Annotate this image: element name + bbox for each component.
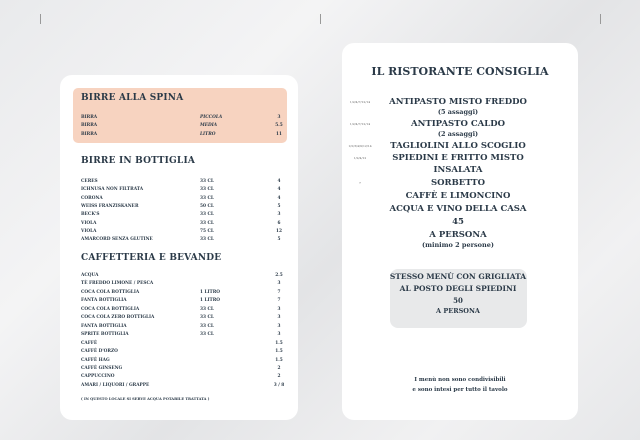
menu-row: [81, 341, 281, 349]
item-name: SPRITE BOTTIGLIA: [81, 332, 129, 338]
item-price: 3: [277, 115, 281, 120]
item-price: 4: [277, 187, 281, 193]
item-name: COCA COLA ZERO BOTTIGLIA: [81, 315, 155, 321]
menu-row: [81, 332, 281, 340]
drinks-menu-page: [60, 75, 298, 420]
menu-row: [81, 196, 281, 204]
item-price: 1.5: [275, 340, 283, 346]
item-size: LITRO: [200, 131, 216, 137]
item-size: 33 CL: [200, 187, 214, 193]
item-size: PICCOLA: [200, 115, 223, 120]
menu-course: ANTIPASTO CALDO: [411, 119, 505, 129]
menu-row: [81, 290, 281, 298]
crop-mark: [320, 14, 321, 24]
menu-row: [81, 382, 285, 391]
menu-row: [81, 237, 281, 245]
menu-row: [81, 204, 281, 212]
item-size: 33 CL: [200, 212, 214, 218]
menu-row: [81, 179, 281, 187]
menu-course: CAFFÈ E LIMONCINO: [405, 191, 511, 201]
menu-row: [81, 132, 281, 140]
item-name: FANTA BOTTIGLIA: [81, 323, 127, 329]
item-price: 7: [277, 298, 281, 304]
section-title-bottled-beer: BIRRE IN BOTTIGLIA: [81, 156, 196, 166]
item-name: TÈ FREDDO LIMONE / PESCA: [81, 281, 154, 287]
water-note: ( IN QUESTO LOCALE SI SERVE ACQUA POTABILE TRATTATA ): [81, 397, 210, 401]
menu-course: TAGLIOLINI ALLO SCOGLIO: [390, 141, 526, 151]
alt-line: STESSO MENÙ CON GRIGLIATA: [389, 272, 527, 281]
item-price: 3: [277, 323, 281, 329]
item-price: 2: [277, 365, 281, 371]
section-title-cafe-drinks: CAFFETTERIA E BEVANDE: [81, 253, 222, 263]
item-name: CERES: [81, 179, 98, 184]
item-price: 7: [277, 289, 281, 295]
item-name: WEISS FRANZISKANER: [81, 203, 139, 209]
menu-course: ACQUA E VINO DELLA CASA: [389, 204, 527, 214]
item-price: 4: [277, 195, 281, 201]
item-price: 3: [277, 315, 281, 321]
menu-course: SORBETTO: [430, 178, 486, 188]
item-price: 3: [277, 212, 281, 218]
menu-row: [81, 358, 281, 366]
menu-row: [81, 123, 281, 131]
menu-course: SPIEDINI E FRITTO MISTO: [392, 153, 524, 163]
item-name: BIRRA: [81, 123, 98, 129]
item-price: 11: [276, 131, 282, 137]
item-size: 33 CL: [200, 323, 214, 329]
menu-course: 45: [452, 217, 464, 227]
menu-row: [81, 221, 281, 229]
item-size: 33 CL: [200, 220, 214, 226]
item-size: 75 CL: [200, 228, 214, 234]
item-name: CAFFÈ GINSENG: [81, 365, 123, 371]
alt-price: 50: [453, 296, 463, 305]
menu-row: [81, 273, 281, 281]
menu-row: [81, 298, 281, 306]
item-price: 6: [277, 220, 281, 226]
menu-row: [81, 115, 281, 123]
menu-row: [81, 307, 281, 315]
item-name: BIRRA: [81, 131, 98, 137]
allergen-codes: 7: [359, 181, 361, 185]
item-size: 33 CL: [200, 306, 214, 312]
item-size: 1 LITRO: [200, 298, 221, 304]
item-price: 5: [277, 203, 281, 209]
menu-row: [81, 229, 281, 237]
allergen-codes: 1/2/4/12: [353, 156, 367, 160]
footer-note: e sono intesi per tutto il tavolo: [412, 387, 508, 393]
menu-row: [81, 324, 281, 332]
item-price: 2: [277, 374, 281, 380]
set-menu-page: [342, 43, 578, 420]
item-name: ACQUA: [81, 273, 99, 278]
menu-course: (2 assaggi): [437, 130, 479, 138]
item-size: 1 LITRO: [200, 289, 221, 295]
menu-course: (5 assaggi): [437, 108, 479, 116]
crop-mark: [600, 14, 601, 24]
item-name: AMARI / LIQUORI / GRAPPE: [81, 382, 150, 388]
item-name: CORONA: [81, 195, 103, 201]
item-price: 5.5: [275, 123, 283, 129]
item-price: 12: [276, 228, 282, 234]
crop-mark: [40, 14, 41, 24]
item-price: 3: [277, 332, 281, 338]
allergen-codes: 1/2/3/4/9/12/14: [348, 144, 372, 148]
section-title-draft-beer: BIRRE ALLA SPINA: [81, 93, 184, 103]
item-size: 50 CL: [200, 203, 214, 209]
item-price: 1.5: [275, 349, 283, 355]
menu-row: [81, 212, 281, 220]
menu-course: INSALATA: [433, 165, 483, 175]
item-size: 33 CL: [200, 237, 214, 243]
item-name: CAPPUCCINO: [81, 374, 115, 380]
item-name: ICHNUSA NON FILTRATA: [81, 187, 144, 193]
item-name: CAFFÈ HAG: [81, 357, 110, 363]
menu-row: [81, 187, 281, 195]
item-name: VIOLA: [81, 228, 97, 234]
allergen-codes: 1/2/4/7/12/14: [349, 122, 371, 126]
item-name: BECK'S: [81, 212, 100, 218]
item-price: 4: [277, 179, 281, 184]
item-price: 3 / 8: [273, 382, 285, 388]
item-name: COCA COLA BOTTIGLIA: [81, 289, 140, 295]
item-name: CAFFÈ: [81, 340, 98, 346]
menu-row: [81, 374, 281, 382]
allergen-codes: 1/2/4/7/12/14: [349, 100, 371, 104]
item-price: 1.5: [275, 357, 283, 363]
alt-line: AL POSTO DEGLI SPIEDINI: [399, 284, 517, 293]
footer-note: I menù non sono condivisibili: [414, 377, 506, 383]
menu-course: A PERSONA: [429, 230, 487, 240]
menu-row: [81, 366, 281, 374]
item-size: MEDIA: [200, 123, 218, 129]
item-name: FANTA BOTTIGLIA: [81, 298, 127, 304]
menu-row: [81, 315, 281, 323]
item-name: CAFFÈ D'ORZO: [81, 349, 118, 355]
alt-line: A PERSONA: [436, 307, 480, 315]
item-size: 33 CL: [200, 195, 214, 201]
item-name: VIOLA: [81, 220, 97, 226]
item-price: 5: [277, 237, 281, 243]
item-size: 33 CL: [200, 332, 214, 338]
menu-row: [81, 281, 281, 289]
page-title: IL RISTORANTE CONSIGLIA: [371, 65, 549, 78]
item-price: 2.5: [275, 273, 283, 278]
item-name: BIRRA: [81, 115, 98, 120]
item-size: 33 CL: [200, 179, 214, 184]
item-price: 3: [277, 306, 281, 312]
item-name: COCA COLA BOTTIGLIA: [81, 306, 140, 312]
menu-course: ANTIPASTO MISTO FREDDO: [389, 97, 527, 107]
item-name: AMARCORD SENZA GLUTINE: [81, 237, 153, 243]
item-size: 33 CL: [200, 315, 214, 321]
menu-course: (minimo 2 persone): [422, 241, 494, 249]
menu-row: [81, 349, 281, 357]
item-price: 3: [277, 281, 281, 287]
